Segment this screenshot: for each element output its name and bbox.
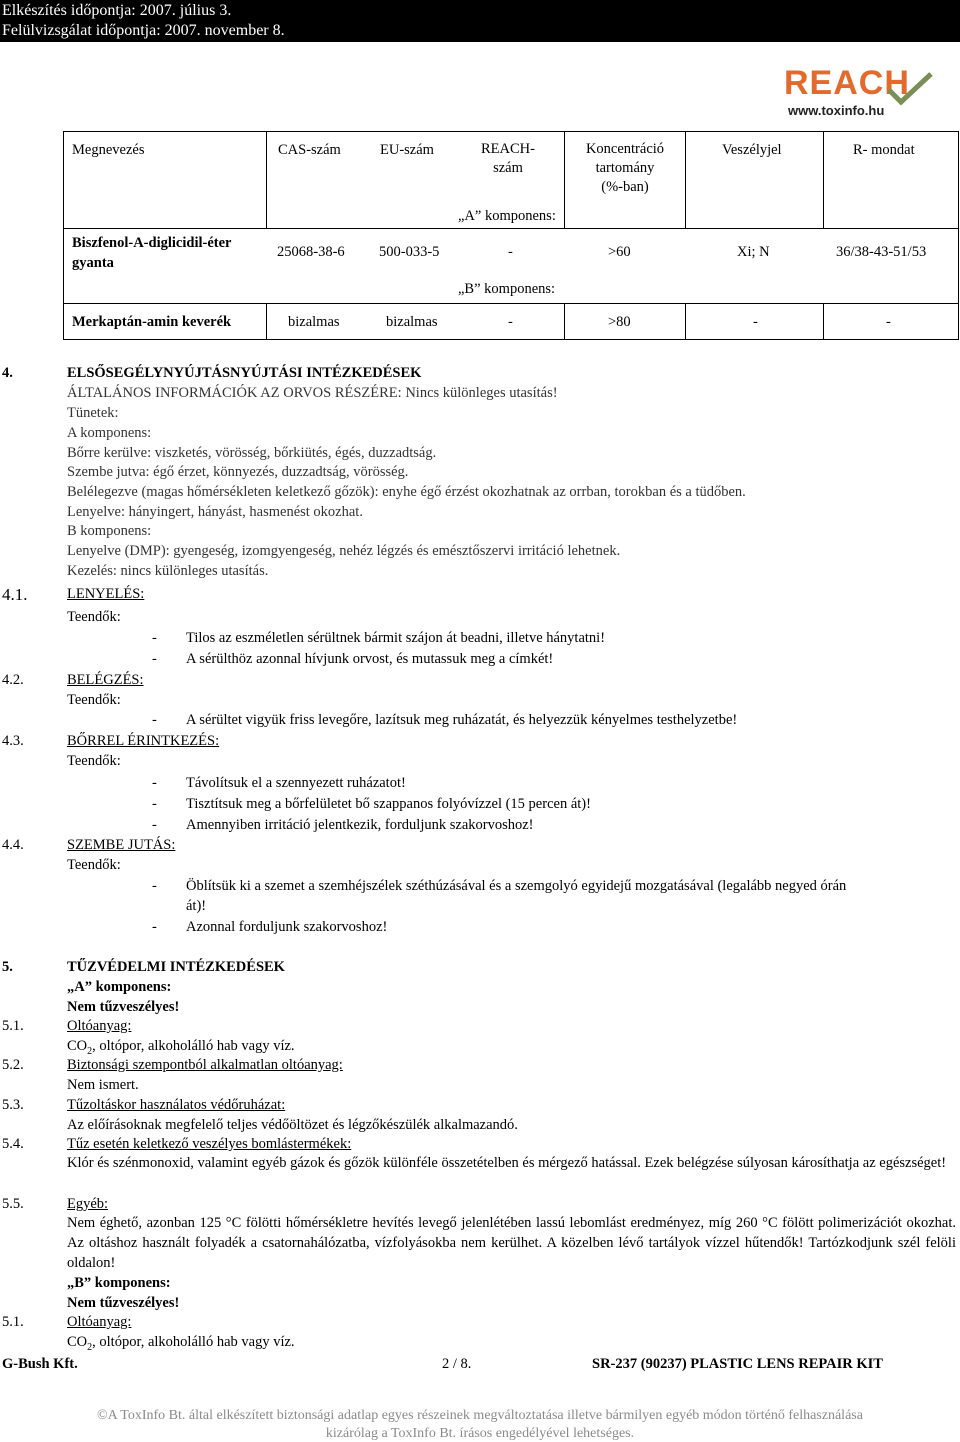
row-b-r: - xyxy=(886,314,891,330)
copyright-line-2: kizárólag a ToxInfo Bt. írásos engedélyével lehetséges. xyxy=(325,1426,635,1441)
row-b-hazard: - xyxy=(753,314,758,330)
s51-title: Oltóanyag: xyxy=(67,1018,132,1034)
b51-title: Oltóanyag: xyxy=(67,1314,132,1330)
s42-title: BELÉGZÉS: xyxy=(67,672,144,688)
col-header-eu: EU-szám xyxy=(380,142,434,158)
s4-line: Szembe jutva: égő érzet, könnyezés, duzzadtság, vörösség. xyxy=(67,464,409,480)
row-b-reach: - xyxy=(508,314,513,330)
col-header-reach xyxy=(465,140,551,178)
s54-number: 5.4. xyxy=(2,1136,24,1152)
s44-number: 4.4. xyxy=(2,837,24,853)
section-a-label: „A” komponens: xyxy=(458,208,556,224)
dash-bullet: - xyxy=(152,919,157,935)
dash-bullet: - xyxy=(152,651,157,667)
row-b-conc: >80 xyxy=(608,314,631,330)
s44-title: SZEMBE JUTÁS: xyxy=(67,837,176,853)
b51-text: $CO_2$, oltópor, alkoholálló hab vagy víz. xyxy=(67,1334,295,1353)
row-a-r: 36/38-43-51/53 xyxy=(836,244,927,260)
s43-item: Távolítsuk el a szennyezett ruházatot! xyxy=(186,775,406,791)
col-header-conc-l3: (%-ban) xyxy=(601,179,649,195)
document-header xyxy=(0,0,960,42)
revision-date: Felülvizsgálat időpontja: 2007. november 8. xyxy=(2,22,285,39)
s4-line: Tünetek: xyxy=(67,405,119,421)
s44-item: Azonnal forduljunk szakorvoshoz! xyxy=(186,919,388,935)
dash-bullet: - xyxy=(152,630,157,646)
s4-line: Bőrre kerülve: viszketés, vörösség, bőrkiütés, égés, duzzadtság. xyxy=(67,445,437,461)
s52-text: Nem ismert. xyxy=(67,1077,139,1093)
s55-text: Nem éghető, azonban 125 °C fölötti hőmérsékletre hevítés levegő jelenlétében lassú lebomlást eredményez, míg 260 °C fölött polimerizációt okozhat. Az oltáshoz használt folyadék a csatornahálózatba, vízfolyásokba nem kerülhet. A közelben lévő tartályok vízzel hűtendők! Tartózkodjunk szél felöli oldalon! xyxy=(67,1215,956,1271)
col-header-r: R- mondat xyxy=(853,142,915,158)
s44-teendok: Teendők: xyxy=(67,857,121,873)
not-flammable-a: Nem tűzveszélyes! xyxy=(67,999,180,1015)
footer-product: SR-237 (90237) PLASTIC LENS REPAIR KIT xyxy=(592,1356,883,1372)
col-header-reach-l1: REACH- xyxy=(481,141,535,157)
copyright-line-1: ©A ToxInfo Bt. által elkészített biztonsági adatlap egyes részeinek megváltoztatása illetve bármilyen egyéb módon történő felhasználása xyxy=(97,1408,863,1423)
s51-text: $CO_2$, oltópor, alkoholálló hab vagy víz. xyxy=(67,1038,295,1057)
s42-teendok: Teendők: xyxy=(67,692,121,708)
footer-page: 2 / 8. xyxy=(442,1356,472,1372)
s54-text: Klór és szénmonoxid, valamint egyéb gázok és gőzök különféle összetételben és mérgező hatással. Ezek belégzése súlyosan károsíthatja az egészséget! xyxy=(67,1155,947,1171)
section-4-number: 4. xyxy=(2,365,13,381)
checkmark-icon xyxy=(885,70,935,110)
section-5-title: TŰZVÉDELMI INTÉZKEDÉSEK xyxy=(67,959,285,975)
col-header-cas: CAS-szám xyxy=(278,142,341,158)
dash-bullet: - xyxy=(152,775,157,791)
section-b-label: „B” komponens: xyxy=(458,281,556,297)
dash-bullet: - xyxy=(152,796,157,812)
s54-title: Tűz esetén keletkező veszélyes bomlástermékek: xyxy=(67,1136,352,1152)
s43-teendok: Teendők: xyxy=(67,753,121,769)
b51-number: 5.1. xyxy=(2,1314,24,1330)
s55-number: 5.5. xyxy=(2,1196,24,1212)
logo-url: www.toxinfo.hu xyxy=(788,103,885,118)
s52-title: Biztonsági szempontból alkalmatlan oltóanyag: xyxy=(67,1057,343,1073)
s43-item: Amennyiben irritáció jelentkezik, forduljunk szakorvoshoz! xyxy=(186,817,534,833)
b-component-label: „B” komponens: xyxy=(67,1275,171,1291)
s43-number: 4.3. xyxy=(2,733,24,749)
footer-company: G-Bush Kft. xyxy=(2,1356,78,1372)
s4-line: Kezelés: nincs különleges utasítás. xyxy=(67,563,269,579)
s53-number: 5.3. xyxy=(2,1097,24,1113)
s44-item-l2: át)! xyxy=(186,898,207,914)
row-b-cas: bizalmas xyxy=(288,314,340,330)
reach-logo xyxy=(780,64,935,126)
dash-bullet: - xyxy=(152,712,157,728)
s4-line: Belélegezve (magas hőmérsékleten keletkező gőzök): enyhe égő érzést okozhatnak az orrban, torokban és a tüdőben. xyxy=(67,484,746,500)
s51-number: 5.1. xyxy=(2,1018,24,1034)
col-header-conc-l1: Koncentráció xyxy=(585,141,665,157)
row-a-cas: 25068-38-6 xyxy=(277,244,345,260)
row-b-eu: bizalmas xyxy=(386,314,438,330)
s43-title: BŐRREL ÉRINTKEZÉS: xyxy=(67,733,220,749)
a-component-label: „A” komponens: xyxy=(67,979,172,995)
s42-item: A sérültet vigyük friss levegőre, lazítsuk meg ruházatát, és helyezzük kényelmes testhelyzetbe! xyxy=(186,712,738,728)
s52-number: 5.2. xyxy=(2,1057,24,1073)
s41-teendok: Teendők: xyxy=(67,609,121,625)
logo-word: REACH xyxy=(784,64,910,102)
row-a-hazard: Xi; N xyxy=(737,244,770,260)
section-4-title: ELSŐSEGÉLYNYÚJTÁSNYÚJTÁSI INTÉZKEDÉSEK xyxy=(67,365,422,381)
s53-title: Tűzoltáskor használatos védőruházat: xyxy=(67,1097,286,1113)
s4-line: Lenyelve (DMP): gyengeség, izomgyengeség, nehéz légzés és emésztőszervi irritáció lehetnek. xyxy=(67,543,621,559)
s41-item: Tilos az eszméletlen sérültnek bármit szájon át beadni, illetve hánytatni! xyxy=(186,630,606,646)
section-5-number: 5. xyxy=(2,959,13,975)
s53-text: Az előírásoknak megfelelő teljes védőöltözet és légzőkészülék alkalmazandó. xyxy=(67,1117,518,1133)
s41-number: 4.1. xyxy=(2,585,28,604)
row-a-reach: - xyxy=(508,244,513,260)
col-header-conc-l2: tartomány xyxy=(595,160,655,176)
row-a-conc: >60 xyxy=(608,244,631,260)
row-a-name-l2: gyanta xyxy=(72,255,114,271)
s4-line: Lenyelve: hányingert, hányást, hasmenést okozhat. xyxy=(67,504,363,520)
col-header-concentration xyxy=(566,140,684,197)
not-flammable-b: Nem tűzveszélyes! xyxy=(67,1295,180,1311)
col-header-hazard: Veszélyjel xyxy=(722,142,782,158)
dash-bullet: - xyxy=(152,817,157,833)
creation-date: Elkészítés időpontja: 2007. július 3. xyxy=(2,2,232,19)
s41-title: LENYELÉS: xyxy=(67,586,145,602)
row-a-name-l1: Biszfenol-A-diglicidil-éter xyxy=(72,235,232,251)
s44-item-l1: Öblítsük ki a szemet a szemhéjszélek széthúzásával és a szemgolyó egyidejű mozgatásával (legalább negyed órán xyxy=(186,878,847,894)
row-b-name: Merkaptán-amin keverék xyxy=(72,314,232,330)
s41-item: A sérülthöz azonnal hívjunk orvost, és mutassuk meg a címkét! xyxy=(186,651,554,667)
dash-bullet: - xyxy=(152,878,157,894)
s55-title: Egyéb: xyxy=(67,1196,109,1212)
s4-line: A komponens: xyxy=(67,425,152,441)
s4-line: B komponens: xyxy=(67,523,152,539)
col-header-reach-l2: szám xyxy=(493,160,523,176)
col-header-name: Megnevezés xyxy=(72,142,145,158)
s4-line: ÁLTALÁNOS INFORMÁCIÓK AZ ORVOS RÉSZÉRE: Nincs különleges utasítás! xyxy=(67,385,558,401)
row-a-eu: 500-033-5 xyxy=(379,244,440,260)
s43-item: Tisztítsuk meg a bőrfelületet bő szappanos folyóvízzel (15 percen át)! xyxy=(186,796,591,812)
s42-number: 4.2. xyxy=(2,672,24,688)
